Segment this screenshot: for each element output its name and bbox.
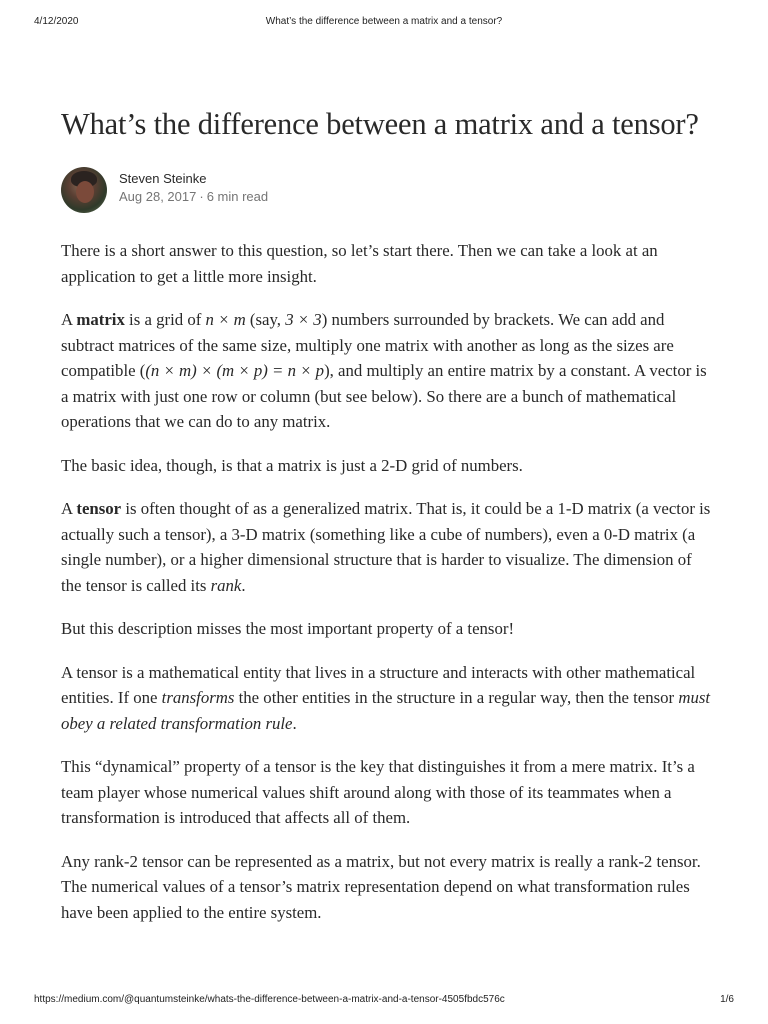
text-span: A — [61, 310, 77, 329]
term-matrix: matrix — [76, 310, 125, 329]
term-rank: rank — [210, 575, 242, 595]
text-span: ), and multiply an entire matrix by a constant. A vector is a matrix with just one row or column (but see below). So there are a bunch of mathematical operations that we can do to any matrix. — [61, 361, 707, 431]
article-title: What’s the difference between a matrix and a tensor? — [61, 107, 699, 141]
math-n-by-m: n × m — [205, 310, 246, 329]
text-span: A — [61, 499, 77, 518]
math-3-by-3: 3 × 3 — [285, 310, 322, 329]
text-span: A tensor is a mathematical entity that lives in a structure and interacts with other mathematical entities. If one — [61, 662, 696, 707]
text-span: the other entities in the structure in a regular way, then the tensor — [234, 688, 679, 707]
paragraph-entity — [61, 660, 711, 737]
print-doc-title: What’s the difference between a matrix and a tensor? — [265, 16, 503, 27]
text-span: . — [292, 713, 297, 733]
page-number: 1/6 — [720, 994, 734, 1005]
article-meta — [119, 189, 268, 204]
term-transforms: transforms — [161, 688, 235, 707]
paragraph-matrix — [61, 307, 711, 435]
article-body — [61, 238, 711, 925]
print-date: 4/12/2020 — [34, 16, 79, 27]
paragraph-misses: But this description misses the most important property of a tensor! — [61, 619, 515, 638]
math-product-dims: (n × m) × (m × p) = n × p — [145, 361, 325, 380]
paragraph-basic-idea: The basic idea, though, is that a matrix is just a 2-D grid of numbers. — [61, 455, 523, 475]
article — [61, 105, 711, 943]
paragraph-tensor — [61, 496, 711, 598]
print-url: https://medium.com/@quantumsteinke/whats-the-difference-between-a-matrix-and-a-tensor-4505fbdc576c — [34, 994, 505, 1005]
avatar-face — [76, 181, 94, 203]
term-tensor: tensor — [76, 499, 122, 518]
publish-date[interactable]: Aug 28, 2017 — [119, 189, 197, 204]
text-span: is a grid of — [124, 310, 206, 329]
print-footer — [34, 994, 734, 1008]
author-name[interactable]: Steven Steinke — [119, 171, 207, 186]
text-span: ) numbers surrounded by brackets. We can add and subtract matrices of the same size, multiply one matrix with another as long as the sizes are compatible ( — [61, 310, 674, 380]
text-span: is often thought of as a generalized matrix. That is, it could be a 1-D matrix (a vector is actually such a tensor), a 3-D matrix (something like a cube of numbers), even a 0-D matrix (a single number), or a higher dimensional structure that is harder to visualize. The dimension of the tensor is called its — [61, 499, 711, 595]
author-avatar[interactable] — [61, 167, 107, 213]
text-span: (say, — [245, 310, 286, 329]
byline — [61, 167, 711, 213]
paragraph-dynamical: This “dynamical” property of a tensor is the key that distinguishes it from a mere matrix. It’s a team player whose numerical values shift around along with those of its teammates when a transformation is introduced that affects all of them. — [61, 757, 695, 827]
meta-separator: · — [199, 189, 204, 204]
text-span: . — [241, 575, 246, 595]
paragraph-intro: There is a short answer to this question, so let’s start there. Then we can take a look at an application to get a little more insight. — [61, 241, 658, 286]
paragraph-rank-2: Any rank-2 tensor can be represented as a matrix, but not every matrix is really a rank-2 tensor. The numerical values of a tensor’s matrix representation depend on what transformation rules have been applied to the entire system. — [61, 851, 701, 922]
print-header — [34, 16, 734, 30]
term-transformation-rule: must obey a related transformation rule — [61, 688, 711, 733]
read-time: 6 min read — [206, 189, 269, 204]
